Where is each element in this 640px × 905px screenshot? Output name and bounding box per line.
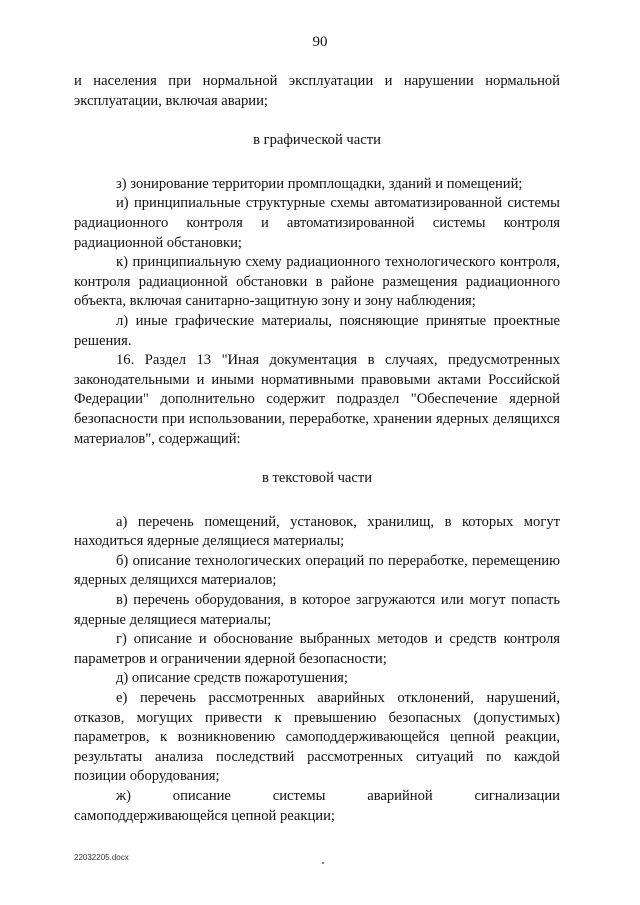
list-item-e: е) перечень рассмотренных аварийных отклонений, нарушений, отказов, могущих привести к превышению безопасных (допустимых) параметров, к возникновению самоподдерживающейся цепной реакции, результаты анализа последствий рассмотренных ситуаций по каждой позиции оборудования; bbox=[74, 690, 560, 785]
list-item-zh: ж) описание системы аварийной сигнализации самоподдерживающейся цепной реакции; bbox=[74, 788, 560, 824]
list-item-v: в) перечень оборудования, в которое загружаются или могут попасть ядерные делящиеся материалы; bbox=[74, 592, 560, 628]
paragraph-16: 16. Раздел 13 "Иная документация в случаях, предусмотренных законодательными и иными нормативными правовыми актами Российской Федерации" дополнительно содержит подраздел "Обеспечение ядерной безопасности при использовании, переработке, хранении ядерных делящихся материалов", содержащий: bbox=[74, 352, 560, 447]
paragraph-continuation: и населения при нормальной эксплуатации и нарушении нормальной эксплуатации, включая аварии; bbox=[74, 73, 560, 109]
page-mark bbox=[322, 862, 324, 864]
list-item-z: з) зонирование территории промплощадки, зданий и помещений; bbox=[116, 175, 523, 192]
list-item-b: б) описание технологических операций по переработке, перемещению ядерных делящихся материалов; bbox=[74, 552, 560, 589]
list-item-a: а) перечень помещений, установок, хранилищ, в которых могут находиться ядерные делящиеся материалы; bbox=[74, 513, 560, 550]
section-heading-graphic: в графической части bbox=[253, 132, 381, 149]
footer-filename: 22032205.docx bbox=[74, 853, 129, 862]
list-item-k: к) принципиальную схему радиационного технологического контроля, контроля радиационной обстановки в районе размещения радиационного объекта, включая санитарно-защитную зону и зону наблюдения; bbox=[74, 254, 560, 310]
list-item-i: и) принципиальные структурные схемы автоматизированной системы радиационного контроля и автоматизированной системы контроля радиационной обстановки; bbox=[74, 195, 560, 251]
document-body bbox=[74, 72, 560, 826]
list-item-l: л) иные графические материалы, поясняющие принятые проектные решения. bbox=[74, 312, 560, 349]
list-item-g: г) описание и обоснование выбранных методов и средств контроля параметров и ограничении ядерной безопасности; bbox=[74, 631, 560, 667]
page-number: 90 bbox=[312, 34, 328, 50]
list-item-d: д) описание средств пожаротушения; bbox=[116, 670, 348, 687]
section-heading-text: в текстовой части bbox=[261, 470, 373, 487]
